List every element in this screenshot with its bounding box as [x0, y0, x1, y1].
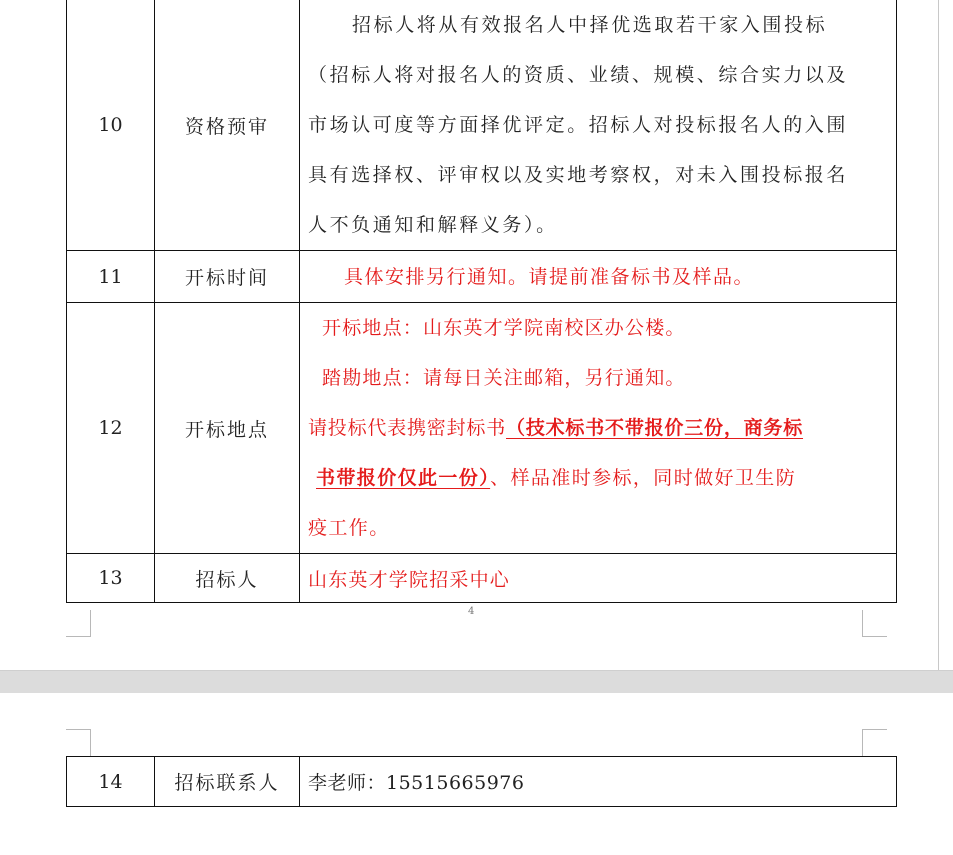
table-row: [67, 554, 897, 603]
row-item: 招标人: [155, 554, 300, 603]
table-row: [67, 0, 897, 251]
row-content: [300, 251, 897, 303]
content-text: 、样品准时参标，同时做好卫生防: [490, 467, 797, 489]
content-line: 踏勘地点：请每日关注邮箱，另行通知。: [322, 367, 686, 389]
content-emphasis: （技术标书不带报价三份，商务标: [506, 417, 804, 439]
content-line: 山东英才学院招采中心: [308, 568, 511, 591]
table-row: [67, 251, 897, 303]
row-content: [300, 0, 897, 251]
crop-mark: [66, 610, 91, 637]
content-line: 疫工作。: [308, 517, 390, 539]
content-line: 市场认可度等方面择优评定。招标人对投标报名人的入围: [308, 114, 849, 136]
row-content: [300, 554, 897, 603]
content-line: 李老师：15515665976: [308, 772, 525, 794]
row-content: [300, 757, 897, 807]
page-edge: [938, 0, 939, 670]
content-line: 具体安排另行通知。请提前准备标书及样品。: [344, 265, 755, 288]
row-number: 10: [67, 0, 155, 251]
table-row: [67, 303, 897, 554]
content-line: 人不负通知和解释义务）。: [308, 214, 558, 236]
bid-info-table: [66, 0, 897, 603]
row-number: 11: [67, 251, 155, 303]
row-number: 14: [67, 757, 155, 807]
row-number: 13: [67, 554, 155, 603]
document-page: [0, 693, 953, 855]
row-content: [300, 303, 897, 554]
crop-mark: [66, 729, 91, 756]
content-line: [308, 453, 892, 503]
row-number: 12: [67, 303, 155, 554]
bid-info-table: [66, 756, 897, 807]
row-item: 资格预审: [155, 0, 300, 251]
content-text: 请投标代表携密封标书: [308, 417, 507, 439]
content-line: （招标人将对报名人的资质、业绩、规模、综合实力以及: [308, 64, 849, 86]
content-line: 招标人将从有效报名人中择优选取若干家入围投标: [352, 14, 828, 36]
content-line: 开标地点：山东英才学院南校区办公楼。: [322, 317, 686, 339]
row-item: 开标时间: [155, 251, 300, 303]
crop-mark: [862, 729, 887, 756]
row-item: 招标联系人: [155, 757, 300, 807]
page-gap: [0, 670, 953, 694]
content-line: 具有选择权、评审权以及实地考察权，对未入围投标报名: [308, 164, 849, 186]
row-item: 开标地点: [155, 303, 300, 554]
page-number: 4: [468, 606, 475, 617]
content-line: [308, 403, 892, 453]
content-emphasis: 书带报价仅此一份）: [316, 467, 491, 489]
table-row: [67, 757, 897, 807]
crop-mark: [862, 610, 887, 637]
